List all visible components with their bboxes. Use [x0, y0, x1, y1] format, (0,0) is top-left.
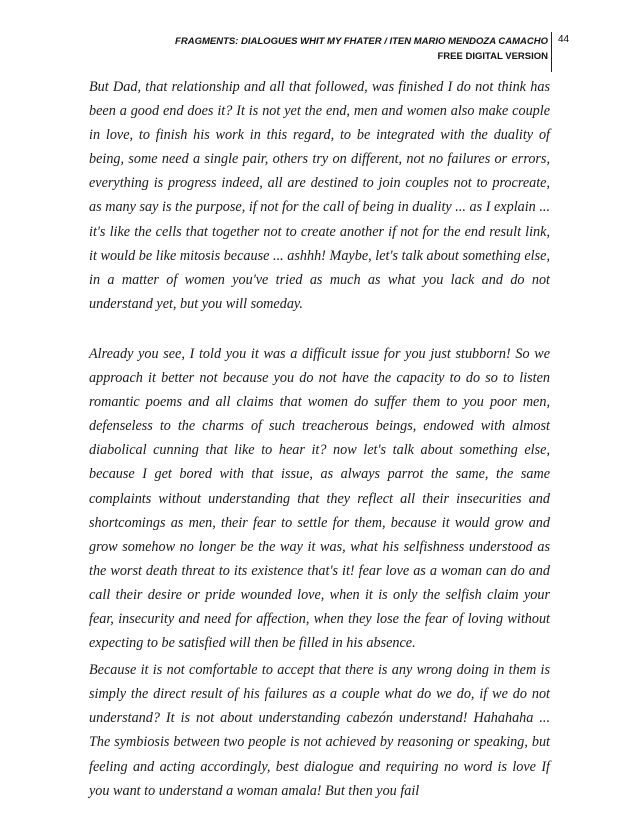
- paragraph: But Dad, that relationship and all that followed, was finished I do not think has been a good end does it? It is not yet the end, men and women also make couple in love, to finish his work in this regard, to be integrated with the duality of being, some need a single pair, others try on different, not no failures or errors, everything is progress indeed, all are destined to join couples not to procreate, as many say is the purpose, if not for the call of being in duality ... as I explain ... it's like the cells that together not to create another if not for the end result link, it would be like mitosis because ... ashhh! Maybe, let's talk about something else, in a matter of women you've tried as much as what you lack and do not understand yet, but you will someday.: [89, 79, 550, 312]
- header-divider: [551, 32, 552, 72]
- running-header: [120, 34, 548, 64]
- header-title: FRAGMENTS: DIALOGUES WHIT MY FHATER / ITEN MARIO MENDOZA CAMACHO: [175, 36, 548, 47]
- paragraph: Already you see, I told you it was a difficult issue for you just stubborn! So we approach it better not because you do not have the capacity to do so to listen romantic poems and all claims that women do suffer them to you poor men, defenseless to the charms of such treacherous beings, endowed with almost diabolical cunning that like to hear it? now let's talk about something else, because I get bored with that issue, as always parrot the same, the same complaints without understanding that they reflect all their insecurities and shortcomings as men, their fear to settle for them, because it would grow and grow somehow no longer be the way it was, what his selfishness understood as the worst death threat to its existence that's it! fear love as a woman can do and call their desire or pride wounded love, when it is only the selfish claim your fear, insecurity and need for affection, when they lose the fear of loving without expecting to be satisfied will then be filled in his absence.: [89, 345, 550, 652]
- paragraph: Because it is not comfortable to accept that there is any wrong doing in them is simply the direct result of his failures as a couple what do we do, if we do not understand? It is not about understanding cabezón understand! Hahahaha ... The symbiosis between two people is not achieved by reasoning or speaking, but feeling and acting accordingly, best dialogue and requiring no word is love If you want to understand a woman amala! But then you fail: [89, 662, 550, 799]
- header-subtitle: FREE DIGITAL VERSION: [437, 51, 548, 62]
- page-number: 44: [558, 34, 570, 45]
- body-text: [89, 75, 550, 803]
